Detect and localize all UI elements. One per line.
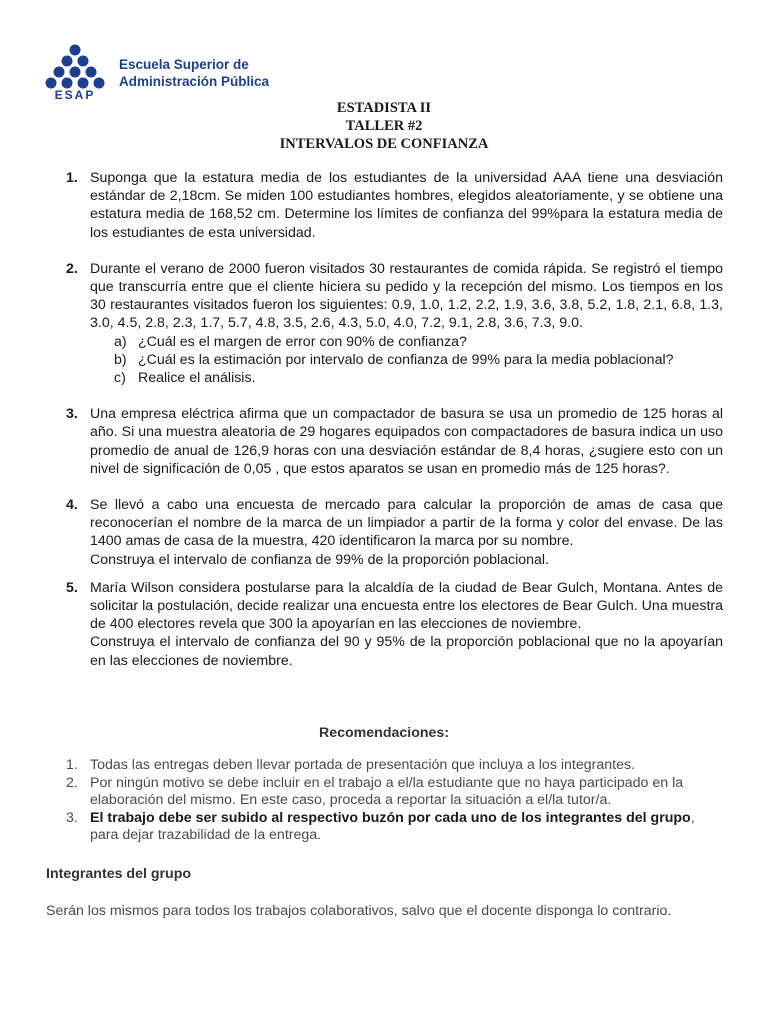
question-text: Suponga que la estatura media de los estudiantes de la universidad AAA tiene una desviación estándar de 2,18cm. Se miden 100 estudiantes hombres, elegidos aleatoriamente, y se obtiene una estatura media de 168,52 cm. Determine los límites de confianza del 99%para la estatura media de los estudiantes de esta universidad.: [90, 170, 723, 241]
question-4: [66, 496, 723, 569]
institution-line-1: Escuela Superior de: [119, 57, 249, 72]
question-text: Se llevó a cabo una encuesta de mercado para calcular la proporción de amas de casa que reconocerían el nombre de la marca de un limpiador a partir de la forma y color del envase. De las 1400 amas de casa de la muestra, 420 identificaron la marca por su nombre.: [90, 497, 723, 550]
question-instruction: Construya el intervalo de confianza de 99% de la proporción poblacional.: [90, 551, 550, 568]
question-2: [66, 260, 723, 387]
question-text: María Wilson considera postularse para la alcaldía de la ciudad de Bear Gulch, Montana. Antes de solicitar la postulación, decide realizar una encuesta entre los electores de Bear Gulch. Una muestra de 400 electores revela que 300 la apoyarían en las elecciones de noviembre.: [90, 579, 723, 633]
recommendation-text: Todas las entregas deben llevar portada de presentación que incluya a los integrantes.: [90, 757, 635, 773]
question-number: 5.: [66, 579, 78, 596]
sub-question-c: [90, 369, 723, 387]
recommendation-number: 2.: [66, 774, 78, 791]
institution-name: [119, 56, 269, 90]
esap-logo-icon: [44, 44, 106, 100]
sub-question-label: a): [114, 333, 127, 350]
sub-question-b: [90, 351, 723, 369]
question-1: [66, 169, 723, 242]
recommendation-1: [66, 757, 726, 775]
document-titles: [0, 99, 768, 153]
question-3: [66, 405, 723, 478]
sub-question-text: ¿Cuál es el margen de error con 90% de confianza?: [138, 333, 467, 350]
question-instruction: Construya el intervalo de confianza del 90 y 95% de la proporción poblacional que no la apoyarían en las elecciones de noviembre.: [90, 634, 723, 669]
question-number: 3.: [66, 406, 78, 423]
question-text: Una empresa eléctrica afirma que un compactador de basura se usa un promedio de 125 horas al año. Si una muestra aleatoria de 29 hogares equipados con compactadores de basura indica un uso promedio de anual de 126,9 horas con una desviación estándar de 8,4 horas, ¿sugiere esto con un nivel de significación de 0,05 , que estos aparatos se usan en promedio más de 125 horas?.: [90, 406, 723, 477]
sub-question-text: Realice el análisis.: [138, 370, 256, 387]
recommendations-title: Recomendaciones:: [318, 725, 450, 741]
question-number: 4.: [66, 497, 78, 514]
workshop-title: TALLER #2: [345, 118, 423, 134]
course-title: ESTADISTA II: [336, 100, 432, 116]
institution-line-2: Administración Pública: [119, 74, 270, 89]
recommendation-number: 3.: [66, 809, 78, 826]
recommendation-2: [66, 775, 726, 810]
recommendation-3: [66, 810, 726, 845]
recommendation-text: , para dejar trazabilidad de la entrega.: [90, 809, 695, 843]
sub-question-text: ¿Cuál es la estimación por intervalo de confianza de 99% para la media poblacional?: [138, 351, 674, 368]
question-number: 2.: [66, 260, 78, 277]
recommendation-number: 1.: [66, 757, 78, 773]
recommendations-list: [66, 757, 726, 845]
recommendation-text: Por ningún motivo se debe incluir en el trabajo a el/la estudiante que no haya participado en la elaboración del mismo. En este caso, proceda a reportar la situación a el/la tutor/a.: [90, 774, 684, 808]
logo-wordmark: ESAP: [54, 88, 96, 100]
question-number: 1.: [66, 170, 78, 186]
recommendation-bold-text: El trabajo debe ser subido al respectivo buzón por cada uno de los integrantes del grupo: [90, 809, 691, 826]
topic-title: INTERVALOS DE CONFIANZA: [279, 136, 489, 152]
question-text: Durante el verano de 2000 fueron visitados 30 restaurantes de comida rápida. Se registró el tiempo que transcurría entre que el cliente hiciera su pedido y la recepción del mismo. Los tiempos en los 30 restaurantes visitados fueron los siguientes: 0.9, 1.0, 1.2, 2.2, 1.9, 3.6, 3.8, 5.2, 1.8, 2.1, 6.8, 1.3, 3.0, 4.5, 2.8, 2.3, 1.7, 5.7, 4.8, 3.5, 2.6, 4.3, 5.0, 4.0, 7.2, 9.1, 2.8, 3.6, 7.3, 9.0.: [90, 260, 723, 332]
question-5: [66, 579, 723, 670]
sub-question-a: [90, 333, 723, 351]
sub-question-label: b): [114, 351, 127, 368]
sub-question-label: c): [114, 370, 126, 387]
group-members-text: Serán los mismos para todos los trabajos colaborativos, salvo que el docente disponga lo contrario.: [46, 903, 672, 919]
group-members-title: Integrantes del grupo: [46, 866, 192, 882]
question-list: [66, 169, 723, 670]
